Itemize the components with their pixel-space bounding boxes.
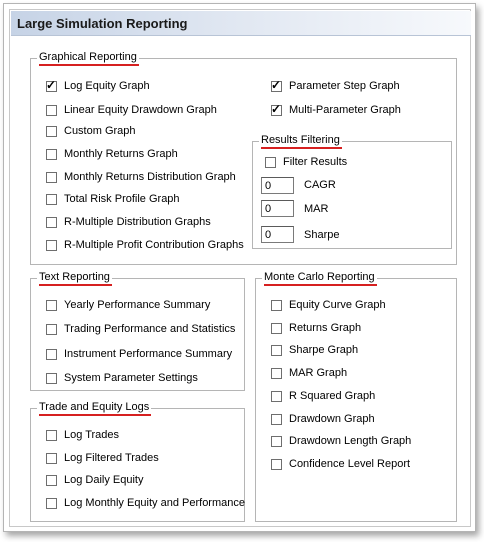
checkbox-box[interactable]: [46, 349, 57, 360]
check-icon: ✓: [271, 101, 282, 116]
checkbox-r-multiple-distribution-graphs[interactable]: R-Multiple Distribution Graphs: [46, 216, 211, 228]
checkbox-equity-curve-graph[interactable]: Equity Curve Graph: [271, 299, 386, 311]
checkbox-log-filtered-trades[interactable]: Log Filtered Trades: [46, 452, 159, 464]
label-underline: [39, 284, 112, 286]
checkbox-box[interactable]: [46, 430, 57, 441]
checkbox-mar-graph[interactable]: MAR Graph: [271, 367, 347, 379]
checkbox-box[interactable]: [271, 101, 282, 116]
checkbox-trading-performance-and-statistics[interactable]: Trading Performance and Statistics: [46, 323, 235, 335]
checkbox-yearly-performance-summary[interactable]: Yearly Performance Summary: [46, 299, 210, 311]
graphical-reporting-group: [30, 51, 457, 265]
graphical-reporting-label: Graphical Reporting: [37, 51, 139, 63]
checkbox-box[interactable]: [46, 498, 57, 509]
cagr-input[interactable]: [261, 177, 294, 194]
checkbox-monthly-returns-graph[interactable]: Monthly Returns Graph: [46, 148, 178, 160]
monte-carlo-reporting-group: [255, 271, 457, 522]
checkbox-monthly-returns-distribution-graph[interactable]: Monthly Returns Distribution Graph: [46, 171, 236, 183]
checkbox-system-parameter-settings[interactable]: System Parameter Settings: [46, 372, 198, 384]
checkbox-box[interactable]: [46, 172, 57, 183]
checkbox-log-equity-graph[interactable]: ✓ Log Equity Graph: [46, 77, 150, 92]
label-underline: [39, 414, 151, 416]
checkbox-box[interactable]: [271, 436, 282, 447]
checkbox-total-risk-profile-graph[interactable]: Total Risk Profile Graph: [46, 193, 180, 205]
check-icon: ✓: [46, 77, 57, 92]
checkbox-box[interactable]: [46, 126, 57, 137]
checkbox-box[interactable]: [46, 149, 57, 160]
checkbox-box[interactable]: [46, 324, 57, 335]
checkbox-box[interactable]: [265, 157, 276, 168]
label-underline: [261, 147, 342, 149]
checkbox-box[interactable]: [271, 414, 282, 425]
label-underline: [264, 284, 377, 286]
checkbox-box[interactable]: [271, 368, 282, 379]
checkbox-box[interactable]: [46, 217, 57, 228]
checkbox-instrument-performance-summary[interactable]: Instrument Performance Summary: [46, 348, 232, 360]
checkbox-drawdown-length-graph[interactable]: Drawdown Length Graph: [271, 435, 411, 447]
mar-label: MAR: [304, 203, 329, 215]
sharpe-input[interactable]: [261, 226, 294, 243]
checkbox-box[interactable]: [46, 373, 57, 384]
text-reporting-label: Text Reporting: [37, 271, 112, 283]
checkbox-box[interactable]: [46, 194, 57, 205]
checkbox-box[interactable]: [46, 105, 57, 116]
text-reporting-group: [30, 271, 245, 391]
checkbox-confidence-level-report[interactable]: Confidence Level Report: [271, 458, 410, 470]
checkbox-multi-parameter-graph[interactable]: ✓ Multi-Parameter Graph: [271, 101, 401, 116]
checkbox-box[interactable]: [271, 345, 282, 356]
checkbox-linear-equity-drawdown-graph[interactable]: Linear Equity Drawdown Graph: [46, 104, 217, 116]
reporting-panel: [9, 9, 471, 527]
window-title: Large Simulation Reporting: [17, 16, 188, 31]
checkbox-filter-results[interactable]: Filter Results: [265, 156, 347, 168]
checkbox-custom-graph[interactable]: Custom Graph: [46, 125, 136, 137]
checkbox-log-trades[interactable]: Log Trades: [46, 429, 119, 441]
checkbox-box[interactable]: [46, 300, 57, 311]
checkbox-box[interactable]: [271, 459, 282, 470]
checkbox-r-squared-graph[interactable]: R Squared Graph: [271, 390, 375, 402]
mar-input[interactable]: [261, 200, 294, 217]
monte-carlo-reporting-label: Monte Carlo Reporting: [262, 271, 377, 283]
check-icon: ✓: [271, 77, 282, 92]
window-header: [11, 11, 471, 36]
checkbox-box[interactable]: [46, 453, 57, 464]
trade-equity-logs-label: Trade and Equity Logs: [37, 401, 151, 413]
checkbox-log-daily-equity[interactable]: Log Daily Equity: [46, 474, 144, 486]
checkbox-box[interactable]: [271, 323, 282, 334]
checkbox-box[interactable]: [271, 300, 282, 311]
window-frame: [3, 3, 476, 532]
checkbox-parameter-step-graph[interactable]: ✓ Parameter Step Graph: [271, 77, 400, 92]
sharpe-label: Sharpe: [304, 229, 340, 241]
results-filtering-label: Results Filtering: [259, 134, 342, 146]
results-filtering-group: [252, 134, 452, 249]
checkbox-box[interactable]: [271, 391, 282, 402]
label-underline: [39, 64, 139, 66]
checkbox-sharpe-graph[interactable]: Sharpe Graph: [271, 344, 358, 356]
checkbox-returns-graph[interactable]: Returns Graph: [271, 322, 361, 334]
cagr-label: CAGR: [304, 179, 336, 191]
checkbox-r-multiple-profit-contribution-graphs[interactable]: R-Multiple Profit Contribution Graphs: [46, 239, 244, 251]
checkbox-box[interactable]: [271, 77, 282, 92]
trade-equity-logs-group: [30, 401, 245, 522]
checkbox-drawdown-graph[interactable]: Drawdown Graph: [271, 413, 375, 425]
checkbox-box[interactable]: [46, 240, 57, 251]
checkbox-box[interactable]: [46, 475, 57, 486]
checkbox-box[interactable]: [46, 77, 57, 92]
checkbox-log-monthly-equity-and-performance[interactable]: Log Monthly Equity and Performance: [46, 497, 245, 509]
